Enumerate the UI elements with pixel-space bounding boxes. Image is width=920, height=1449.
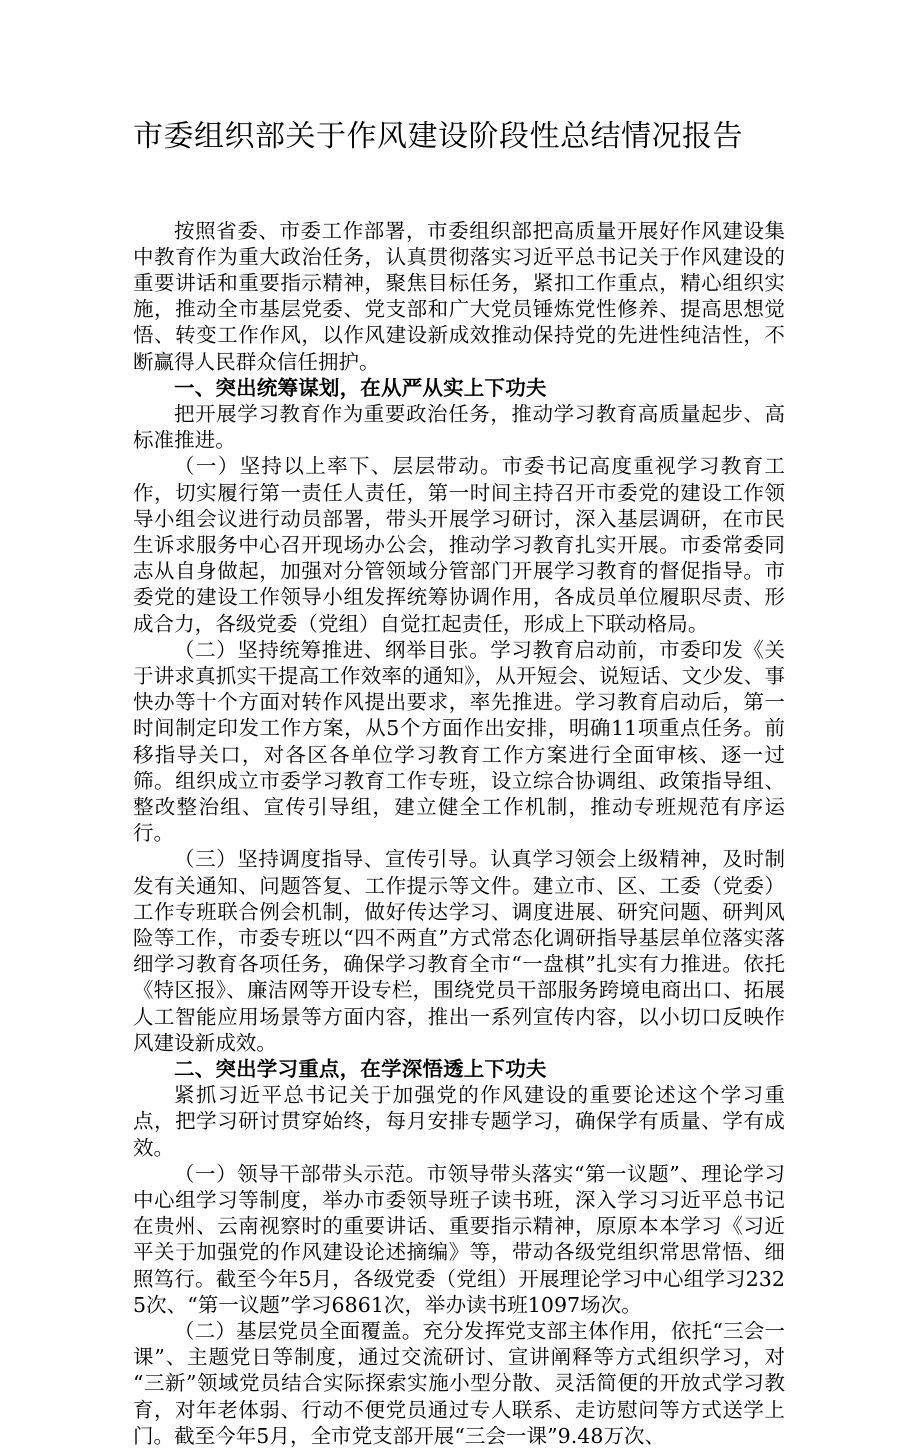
paragraph-section-one-item-three: （三）坚持调度指导、宣传引导。认真学习领会上级精神，及时制发有关通知、问题答复、工作提示等文件。建立市、区、工委（党委）工作专班联合例会机制，做好传达学习、调度进展、研究问题、研判风险等工作，市委专班以“四不两直”方式常态化调研指导基层单位落实落细学习教育各项任务，确保学习教育全市“一盘棋”扎实有力推进。依托《特区报》、廉洁网等开设专栏，围绕党员干部服务跨境电商出口、拓展人工智能应用场景等方面内容，推出一系列宣传内容，以小切口反映作风建设新成效。 bbox=[133, 846, 785, 1056]
paragraph-section-two-lead: 紧抓习近平总书记关于加强党的作风建设的重要论述这个学习重点，把学习研讨贯穿始终，每月安排专题学习，确保学有质量、学有成效。 bbox=[133, 1082, 785, 1161]
paragraph-section-one-item-one: （一）坚持以上率下、层层带动。市委书记高度重视学习教育工作，切实履行第一责任人责任，第一时间主持召开市委党的建设工作领导小组会议进行动员部署，带头开展学习研讨，深入基层调研，在市民生诉求服务中心召开现场办公会，推动学习教育扎实开展。市委常委同志从自身做起，加强对分管领域分管部门开展学习教育的督促指导。市委党的建设工作领导小组发挥统筹协调作用，各成员单位履职尽责、形成合力，各级党委（党组）自觉扛起责任，形成上下联动格局。 bbox=[133, 453, 785, 636]
page-title: 市委组织部关于作风建设阶段性总结情况报告 bbox=[133, 0, 785, 156]
document-body bbox=[133, 218, 785, 1449]
paragraph-section-two-item-one: （一）领导干部带头示范。市领导带头落实“第一议题”、理论学习中心组学习等制度，举办市委领导班子读书班，深入学习习近平总书记在贵州、云南视察时的重要讲话、重要指示精神，原原本本学习《习近平关于加强党的作风建设论述摘编》等，带动各级党组织常思常悟、细照笃行。截至今年5月，各级党委（党组）开展理论学习中心组学习2325次、“第一议题”学习6861次，举办读书班1097场次。 bbox=[133, 1161, 785, 1318]
paragraph-section-one-lead: 把开展学习教育作为重要政治任务，推动学习教育高质量起步、高标准推进。 bbox=[133, 401, 785, 453]
paragraph-section-two-item-two: （二）基层党员全面覆盖。充分发挥党支部主体作用，依托“三会一课”、主题党日等制度，通过交流研讨、宣讲阐释等方式组织学习，对“三新”领域党员结合实际探索实施小型分散、灵活简便的开放式学习教育，对年老体弱、行动不便党员通过专人联系、走访慰问等方式送学上门。截至今年5月，全市党支部开展“三会一课”9.48万次、 bbox=[133, 1318, 785, 1449]
paragraph-section-one-item-two: （二）坚持统筹推进、纲举目张。学习教育启动前，市委印发《关于讲求真抓实干提高工作效率的通知》，从开短会、说短话、文少发、事快办等十个方面对转作风提出要求，率先推进。学习教育启动后，第一时间制定印发工作方案，从5个方面作出安排，明确11项重点任务。前移指导关口，对各区各单位学习教育工作方案进行全面审核、逐一过筛。组织成立市委学习教育工作专班，设立综合协调组、政策指导组、整改整治组、宣传引导组，建立健全工作机制，推动专班规范有序运行。 bbox=[133, 637, 785, 847]
section-heading-one: 一、突出统筹谋划，在从严从实上下功夫 bbox=[133, 375, 785, 401]
paragraph-intro: 按照省委、市委工作部署，市委组织部把高质量开展好作风建设集中教育作为重大政治任务，认真贯彻落实习近平总书记关于作风建设的重要讲话和重要指示精神，聚焦目标任务，紧扣工作重点，精心组织实施，推动全市基层党委、党支部和广大党员锤炼党性修养、提高思想觉悟、转变工作作风，以作风建设新成效推动保持党的先进性纯洁性，不断赢得人民群众信任拥护。 bbox=[133, 218, 785, 375]
section-heading-two: 二、突出学习重点，在学深悟透上下功夫 bbox=[133, 1056, 785, 1082]
